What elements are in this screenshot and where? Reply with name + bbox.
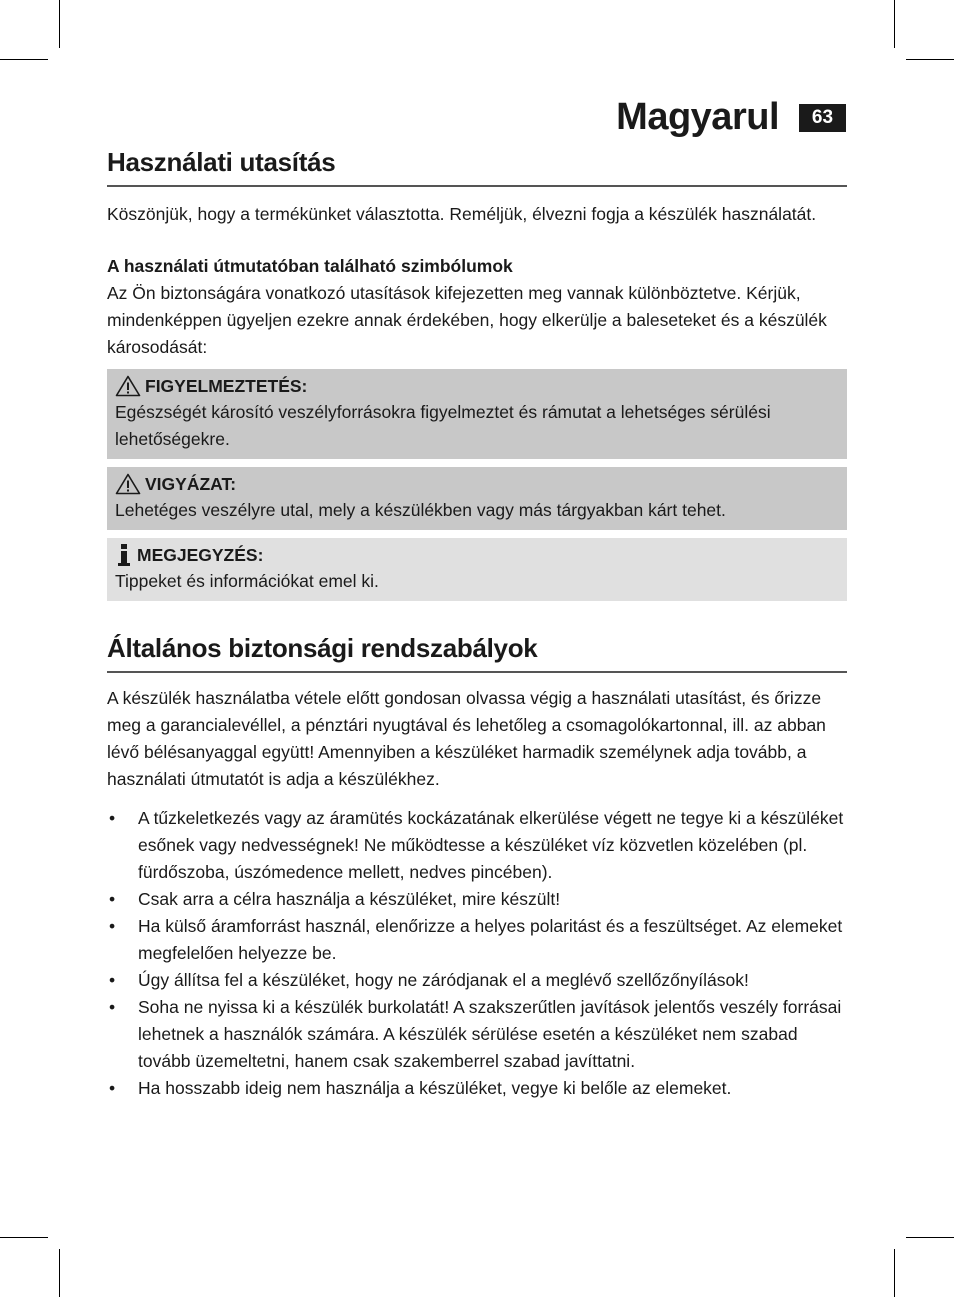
symbols-heading: A használati útmutatóban található szimbólumok — [107, 256, 513, 276]
crop-mark — [894, 0, 895, 48]
warning-text: Egészségét károsító veszélyforrásokra figyelmeztet és rámutat a lehetséges sérülési lehetőségekre. — [115, 402, 771, 449]
caution-box — [107, 467, 847, 530]
bullet-icon: • — [109, 970, 116, 990]
safety-intro: A készülék használatba vétele előtt gondosan olvassa végig a használati utasítást, és őrizze meg a garancialevéllel, a pénztári nyugtával és lehetőleg a csomagolókartonnal, ill. az abban lévő bélésanyaggal együtt! Amennyiben a készüléket harmadik személynek adja tovább, a használati útmutatót is adja a készülékhez. — [107, 688, 826, 789]
warning-box — [107, 369, 847, 459]
note-title: MEGJEGYZÉS: — [137, 545, 264, 565]
list-item: • Soha ne nyissa ki a készülék burkolatát! A szakszerűtlen javítások jelentős veszély forrásai lehetnek a használók számára. A készülék sérülése esetén a készüléket nem szabad tovább üzemeltetni, hanem csak szakemberrel szabad javíttatni. — [107, 994, 847, 1075]
crop-mark — [894, 1249, 895, 1297]
crop-mark — [906, 1237, 954, 1238]
list-item: • A tűzkeletkezés vagy az áramütés kockázatának elkerülése végett ne tegye ki a készüléket esőnek vagy nedvességnek! Ne működtesse a készüléket víz közvetlen közelében (pl. fürdőszoba, úszómedence mellett, nedves pincében). — [107, 805, 847, 886]
list-item: • Csak arra a célra használja a készüléket, mire készült! — [107, 886, 847, 913]
intro-paragraph: Köszönjük, hogy a termékünket választotta. Reméljük, élvezni fogja a készülék használatát. — [107, 204, 817, 224]
crop-mark — [59, 0, 60, 48]
page-number: 63 — [799, 104, 846, 132]
bullet-icon: • — [109, 916, 116, 936]
page-content — [107, 145, 847, 1102]
crop-mark — [59, 1249, 60, 1297]
warning-triangle-icon — [115, 375, 141, 397]
info-icon — [115, 543, 133, 567]
note-text: Tippeket és információkat emel ki. — [115, 571, 379, 591]
safety-section — [107, 631, 847, 1102]
crop-mark — [0, 1237, 48, 1238]
section-title-safety: Általános biztonsági rendszabályok — [107, 631, 847, 673]
warning-title: FIGYELMEZTETÉS: — [145, 376, 308, 396]
bullet-icon: • — [109, 808, 116, 828]
safety-list — [107, 805, 847, 1102]
bullet-icon: • — [109, 1078, 116, 1098]
caution-title: VIGYÁZAT: — [145, 474, 237, 494]
symbols-paragraph: Az Ön biztonságára vonatkozó utasítások kifejezetten meg vannak különböztetve. Kérjük, mindenképpen ügyeljen ezekre annak érdekében, hogy elkerülje a baleseteket és a készülék károsodását: — [107, 283, 827, 357]
bullet-icon: • — [109, 889, 116, 909]
note-box — [107, 538, 847, 601]
list-item: • Ha hosszabb ideig nem használja a készüléket, vegye ki belőle az elemeket. — [107, 1075, 847, 1102]
crop-mark — [0, 59, 48, 60]
crop-mark — [906, 59, 954, 60]
caution-text: Lehetéges veszélyre utal, mely a készülékben vagy más tárgyakban kárt tehet. — [115, 500, 726, 520]
warning-triangle-icon — [115, 473, 141, 495]
list-item: • Úgy állítsa fel a készüléket, hogy ne záródjanak el a meglévő szellőzőnyílások! — [107, 967, 847, 994]
language-title: Magyarul — [616, 96, 779, 138]
list-item: • Ha külső áramforrást használ, elenőrizze a helyes polaritást és a feszültséget. Az elemeket megfelelően helyezze be. — [107, 913, 847, 967]
section-title-instructions: Használati utasítás — [107, 145, 847, 187]
bullet-icon: • — [109, 997, 116, 1017]
